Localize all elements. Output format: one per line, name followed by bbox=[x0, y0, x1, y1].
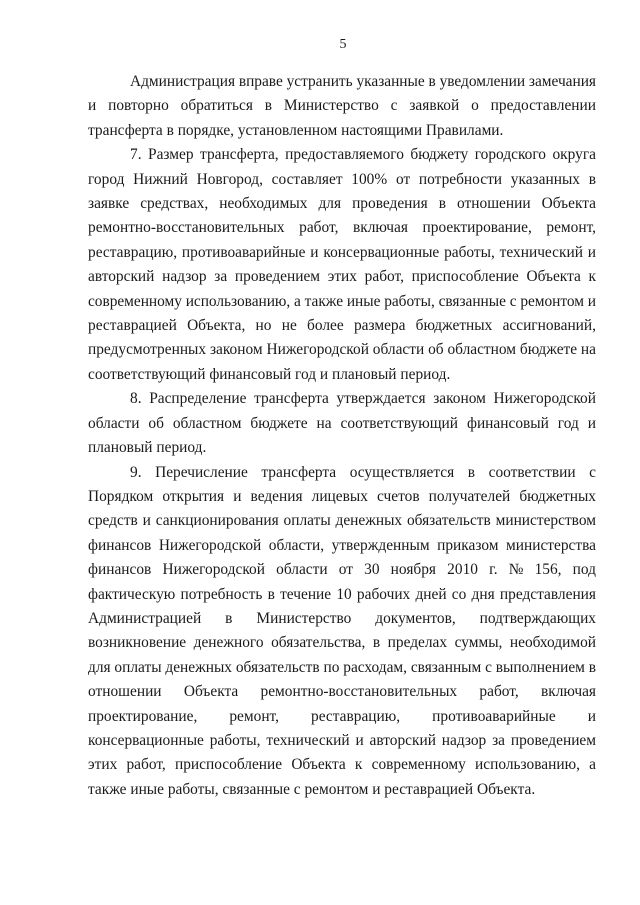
text-line: предусмотренных законом Нижегородской области об областном бюджете на bbox=[88, 341, 596, 359]
text-line: соответствующий финансовый год и плановый период. bbox=[88, 365, 451, 383]
text-line: город Нижний Новгород, составляет 100% от потребности указанных в bbox=[88, 170, 596, 188]
text-line: области об областном бюджете на соответствующий финансовый год и bbox=[88, 414, 596, 432]
text-line: Порядком открытия и ведения лицевых счетов получателей бюджетных bbox=[88, 487, 596, 505]
text-line: 7. Размер трансферта, предоставляемого бюджету городского округа bbox=[130, 146, 596, 164]
text-line: для оплаты денежных обязательств по расходам, связанным с выполнением в bbox=[88, 658, 596, 676]
text-line: современному использованию, а также иные работы, связанные с ремонтом и bbox=[88, 292, 596, 310]
text-line: финансов Нижегородской области, утвержденным приказом министерства bbox=[88, 536, 596, 554]
text-line: отношении Объекта ремонтно-восстановительных работ, включая bbox=[88, 683, 596, 701]
text-line: средств и санкционирования оплаты денежных обязательств министерством bbox=[88, 512, 596, 530]
paragraph bbox=[88, 461, 596, 803]
text-line: реставрацию, противоаварийные и консервационные работы, технический и bbox=[88, 243, 596, 261]
text-line: 9. Перечисление трансферта осуществляется в соответствии с bbox=[130, 463, 596, 481]
text-line: фактическую потребность в течение 10 рабочих дней со дня представления bbox=[88, 585, 596, 603]
text-line: авторский надзор за проведением этих работ, приспособление Объекта к bbox=[88, 268, 596, 286]
text-line: заявке средствах, необходимых для проведения в отношении Объекта bbox=[88, 195, 596, 213]
text-line: трансферта в порядке, установленном настоящими Правилами. bbox=[88, 121, 504, 139]
text-line: проектирование, ремонт, реставрацию, противоаварийные и bbox=[88, 707, 596, 725]
text-line: также иные работы, связанные с ремонтом и реставрацией Объекта. bbox=[88, 780, 536, 798]
paragraph bbox=[88, 143, 596, 387]
text-line: консервационные работы, технический и авторский надзор за проведением bbox=[88, 731, 596, 749]
paragraph bbox=[88, 387, 596, 460]
text-line: возникновение денежного обязательства, в пределах суммы, необходимой bbox=[88, 634, 596, 652]
text-line: этих работ, приспособление Объекта к современному использованию, а bbox=[88, 756, 596, 774]
text-line: Администрация вправе устранить указанные в уведомлении замечания bbox=[130, 73, 596, 90]
text-line: ремонтно-восстановительных работ, включая проектирование, ремонт, bbox=[88, 219, 596, 237]
text-line: и повторно обратиться в Министерство с заявкой о предоставлении bbox=[88, 97, 596, 115]
text-line: Администрацией в Министерство документов, подтверждающих bbox=[88, 609, 596, 627]
text-line: финансов Нижегородской области от 30 ноября 2010 г. № 156, под bbox=[88, 561, 596, 579]
page-number: 5 bbox=[339, 37, 347, 52]
text-line: реставрацией Объекта, но не более размера бюджетных ассигнований, bbox=[88, 317, 596, 335]
text-line: плановый период. bbox=[88, 439, 207, 457]
text-line: 8. Распределение трансферта утверждается законом Нижегородской bbox=[130, 390, 596, 408]
paragraph bbox=[88, 70, 596, 143]
document-body bbox=[88, 70, 596, 802]
